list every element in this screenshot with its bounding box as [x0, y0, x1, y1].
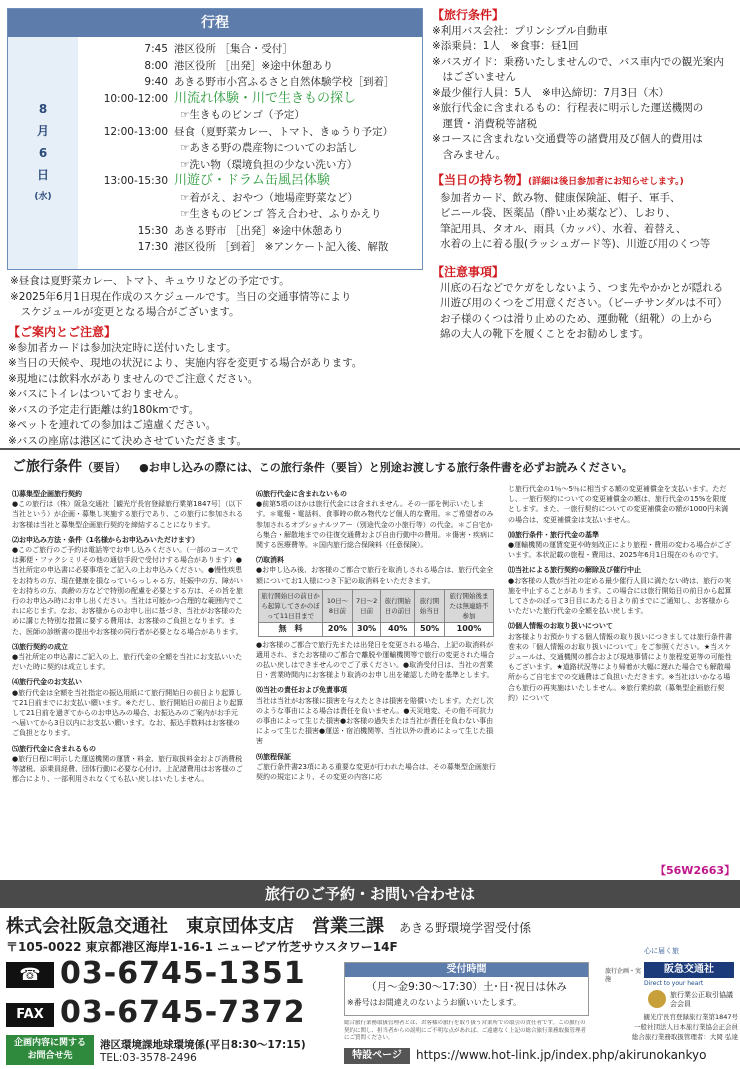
schedule-row	[86, 74, 418, 91]
fee-header: 旅行開始日の前日から起算してさかのぼって11日目まで	[259, 589, 323, 623]
terms-body: お客様よりお預かりする個人情報の取り扱いにつきましては旅行条件書巻末の「個人情報のお取り扱いについて」をご参照ください。★当スケジュールは、交通機関の都合および現地事情により旅程変更等の可能性もございます。★道路状況等により帰着が大幅に遅れた場合でも解散場所からご自宅までの交通費はご負担いただきます。※当社はいかなる場合も旅行の再実施はいたしません。※旅行業約款（募集型企画旅行契約）について	[508, 632, 732, 702]
plan-contact	[100, 1037, 306, 1052]
schedule-time: 9:40	[144, 76, 168, 88]
schedule-row	[86, 173, 418, 190]
code-value: 56W2663	[666, 864, 725, 877]
terms-body: ●お客様の人数が当社の定める最少催行人員に満たない時は、旅行の実施を中止することがあります。この場合には旅行開始日の前日から起算してさかのぼって3日目にあたる日より前までにご通知し、お客様からいただいた旅行代金の全額を払い戻します。	[508, 576, 732, 616]
fax-label: FAX	[6, 1003, 54, 1027]
date-month-label: 月	[36, 124, 49, 138]
guide-section	[8, 325, 428, 449]
license-line: 総合旅行業務取扱管理者：大岡 弘達	[631, 1033, 738, 1041]
special-page-url[interactable]: https://www.hot-link.jp/index.php/akirunokankyo	[416, 1048, 707, 1062]
belongings-section	[432, 173, 737, 253]
phone-icon: ☎	[6, 962, 54, 988]
guide-item: ※バスの座席は港区にて決めさせていただきます。	[8, 434, 247, 447]
plan-hours: (平日8:30〜17:15)	[205, 1039, 306, 1051]
conditions-section	[432, 8, 737, 163]
terms-body: じ旅行代金の1％〜5％に相当する額の変更補償金を支払います。ただし、一旅行契約についての変更補償金の額は、旅行代金の15%を限度とします。また、一旅行契約についての変更補償金の額が1000円未満の場合は、変更補償金は支払いません。	[508, 485, 729, 524]
terms-heading: ⑶旅行契約の成立	[12, 642, 68, 651]
fee-value: 40%	[381, 623, 415, 636]
special-page-label: 特設ページ	[344, 1048, 410, 1064]
fee-value: 50%	[415, 623, 445, 636]
belongings-subheading: (詳細は後日参加者にお知らせします。)	[528, 177, 684, 187]
schedule-row	[86, 58, 418, 75]
condition-item: ※旅行代金に含まれるもの：行程表に明示した運送機関の	[432, 102, 704, 114]
belongings-line: 水着の上に着る服(ラッシュガード等)、川遊び用のくつ等	[440, 238, 711, 250]
caution-line: 川底の石などでケガをしないよう、つま先やかかとが隠れる	[440, 281, 724, 294]
guide-item: ※現地には飲料水がありませんのでご注意ください。	[8, 372, 259, 385]
terms-body: ご旅行条件書23項にある重要な変更が行われた場合は、その募集型企画旅行契約の規定により、その変更の内容に応	[256, 762, 496, 782]
condition-item: ※添乗員：1人 ※食事：昼1回	[432, 40, 579, 52]
schedule-subitem: ☞着がえ、おやつ（地場産野菜など）	[180, 191, 359, 204]
terms-body: ●旅行代金は全額を当社指定の振込用紙にて旅行開始日の前日より起算して21日前までにお支払い願います。※ただし、旅行開始日の前日より起算して21日前を過ぎてからのお申込みの場合、お振込みのご案内がお手元へ届いてから3日以内にお支払い願います。なお、振込手数料はお客様のご負担となります。	[12, 688, 244, 738]
terms-body: ●前第5項のほかは旅行代金には含まれません。その一部を例示いたします。＊電報・電話料、食事時の飲み物代など個人的な費用。＊ご希望者のみ参加されるオプショナルツアー（別途代金の小旅行等）の代金。＊ご自宅から集合・解散地までの往復交通費および自由行動中の費用。＊傷害・疾病に関する医療費等。＊国内旅行総合保険料（任意保険）。	[256, 500, 494, 550]
terms-column-3	[508, 484, 732, 854]
schedule-activity: 昼食（夏野菜カレー、トマト、きゅうり予定）	[174, 125, 394, 138]
terms-heading: ⑻当社の責任および免責事項	[256, 686, 347, 695]
terms-body: ●この旅行は（株）阪急交通社［観光庁長官登録旅行業第1847号］（以下当社という）が企画・募集し実施する旅行であり、この旅行に参加されるお客様は当社と募集型企画旅行契約を締結することになります。	[12, 500, 243, 529]
schedule-note: ※2025年6月1日現在作成のスケジュールです。当日の交通事情等により	[10, 290, 352, 303]
terms-heading: ⑾当社による旅行契約の解除及び催行中止	[508, 566, 641, 575]
fee-header: 7日〜2日前	[352, 589, 381, 623]
schedule-rows	[86, 41, 418, 256]
phone-number[interactable]: 03-6745-1351	[60, 956, 306, 991]
condition-item: ※バスガイド：乗務いたしませんので、バス車内での観光案内	[432, 55, 724, 68]
terms-col2-top	[256, 489, 496, 586]
condition-item: ※最少催行人員：5人 ※申込締切：7月3日（木）	[432, 86, 670, 99]
caution-line: 川遊び用のくつをご用意ください。（ビーチサンダルは不可）	[440, 297, 728, 309]
schedule-note: スケジュールが変更となる場合がございます。	[10, 306, 240, 318]
hours-box	[344, 962, 589, 1016]
jata-label: 旅行業公正取引協議会会員	[670, 991, 733, 1008]
plan-dept: 港区環境課地球環境係	[100, 1039, 205, 1051]
divider	[0, 448, 740, 450]
fee-header: 旅行開始後または無連絡不参加	[444, 589, 493, 623]
terms-heading: ⑺取消料	[256, 556, 284, 565]
terms-heading: ⑽旅行条件・旅行代金の基準	[508, 530, 599, 539]
schedule-row	[86, 239, 418, 256]
terms-heading: ⑷旅行代金のお支払い	[12, 678, 82, 687]
schedule-time: 15:30	[137, 224, 168, 237]
contact-bar: 旅行のご予約・お問い合わせは	[0, 880, 740, 908]
schedule-row	[86, 223, 418, 240]
terms-heading: ⑹旅行代金に含まれないもの	[256, 490, 347, 498]
guide-item: ※ペットを連れての参加はご遠慮ください。	[8, 419, 217, 431]
schedule-row	[86, 124, 418, 141]
license-line: 一般社団法人日本旅行業協会正会員	[634, 1023, 738, 1031]
jata-icon	[648, 990, 666, 1008]
caution-line: お子様のくつは滑り止めのため、運動靴（紐靴）の上から	[440, 312, 713, 325]
schedule-subitem: ☞生きものビンゴ 答え合わせ、ふりかえり	[180, 208, 382, 220]
schedule-activity: あきる野市 ［出発］※途中休憩あり	[174, 224, 344, 237]
schedule-subitem: ☞洗い物（環境負担の少ない洗い方）	[180, 158, 358, 171]
caution-heading: 【注意事項】	[432, 265, 505, 279]
guide-heading: 【ご案内とご注意】	[8, 325, 117, 339]
hours-label: 受付時間	[345, 963, 588, 977]
condition-item: はございません	[432, 71, 516, 83]
schedule-time: 8:00	[144, 59, 168, 72]
condition-item: ※利用バス会社：プリンシプル自動車	[432, 24, 608, 37]
fine-print: 総合旅行業務取扱管理者とは、お客様の旅行を取り扱う営業所での取引の責任者です。この旅行の契約に関し、担当者からの説明にご不明な点があれば、ご遠慮なく上記の総合旅行業務取扱管理者にご質問ください。	[344, 1020, 587, 1041]
schedule-row	[86, 91, 418, 108]
terms-body: ●運輸機関の運賃変更や時刻改正により旅程・費用の変わる場合がございます。本状記載の旅程・費用は、2025年6月1日現在のものです。	[508, 541, 732, 560]
license-line: 観光庁長官登録旅行業第1847号	[643, 1013, 738, 1021]
schedule-activity: 港区役所 ［出発］※途中休憩あり	[174, 59, 334, 72]
guide-item: ※参加者カードは参加決定時に送付いたします。	[8, 341, 237, 354]
terms-col2-bottom	[256, 640, 496, 783]
brand-tagline: 心に届く旅	[644, 947, 679, 955]
plan-tel[interactable]: TEL:03-3578-2496	[100, 1052, 197, 1064]
brand-logo: 阪急交通社	[644, 962, 734, 978]
schedule-activity: 港区役所 ［集合・受付］	[174, 43, 293, 55]
terms-heading: ⑵お申込み方法・条件（1名様からお申込みいただけます）	[12, 535, 199, 544]
cancel-fee-table	[258, 589, 494, 637]
fee-header: 10日〜8日前	[323, 589, 353, 623]
terms-body: 当社は当社がお客様に損害を与えたときは損害を賠償いたします。ただし次のような事由による場合は責任を負いません。●天災地変、その他不可抗力の事由によって生じた損害●お客様の過失または当社が責任を負わない事由によって生じた損害●運送・宿泊機関等、当社以外の責めによって生じた損害	[256, 696, 494, 746]
guide-item: ※バスにトイレはついておりません。	[8, 388, 185, 400]
caution-line: 綿の大人の靴下を履くことをお勧めします。	[440, 328, 650, 340]
hours-text: （月〜金9:30〜17:30）土･日･祝日は休み	[366, 981, 567, 993]
schedule-time: 7:45	[144, 43, 168, 55]
belongings-line: ビニール袋、医薬品（酔い止め薬など）、しおり、	[440, 207, 677, 219]
hours-note: ※番号はお間違えのないようお願いいたします。	[347, 998, 522, 1007]
terms-notice: ●お申し込みの際には、この旅行条件（要旨）と別途お渡しする旅行条件書を必ずお読みください。	[139, 461, 633, 474]
plan-label: 企画内容に関する お問合せ先	[6, 1035, 94, 1065]
fee-header: 旅行開始当日	[415, 589, 445, 623]
flyer-code: 【56W2663】	[655, 864, 736, 877]
fee-value: 20%	[323, 623, 353, 636]
terms-header	[12, 456, 732, 476]
fax-number: 03-6745-7372	[60, 995, 306, 1030]
terms-heading: ⑴募集型企画旅行契約	[12, 490, 82, 498]
guide-item: ※バスの予定走行距離は約180kmです。	[8, 403, 200, 416]
schedule-date	[8, 37, 78, 269]
date-month: 8	[38, 102, 48, 116]
guide-item: ※当日の天候や、現地の状況により、実施内容を変更する場合があります。	[8, 357, 363, 369]
desk-name: あきる野環境学習受付係	[399, 921, 532, 935]
terms-column-2	[256, 484, 496, 854]
schedule-time: 17:30	[137, 241, 168, 253]
caution-section	[432, 265, 737, 343]
schedule-activity: 川遊び・ドラム缶風呂体験	[174, 173, 330, 188]
belongings-line: 筆記用具、タオル、雨具（カッパ）、水着、着替え、	[440, 222, 687, 235]
terms-body: ●お申し込み後、お客様のご都合で旅行を取消しされる場合は、旅行代金全額についてお1人様につき下記の取消料をいただきます。	[256, 566, 494, 585]
schedule-activity: あきる野市小宮ふるさと自然体験学校［到着］	[174, 76, 395, 88]
terms-heading: ⑸旅行代金に含まれるもの	[12, 744, 96, 753]
fee-value: 100%	[444, 623, 493, 636]
schedule-note: ※昼食は夏野菜カレー、トマト、キュウリなどの予定です。	[10, 275, 290, 287]
fee-header: 旅行開始日の前日	[381, 589, 415, 623]
date-weekday: (水)	[34, 192, 52, 202]
terms-title: ご旅行条件	[12, 459, 82, 475]
schedule-box	[7, 8, 423, 270]
schedule-row	[86, 41, 418, 58]
schedule-time: 10:00-12:00	[103, 92, 168, 105]
condition-item: 運賃・消費税等諸税	[432, 117, 537, 130]
schedule-time: 12:00-13:00	[103, 125, 168, 138]
terms-body: ●お客様のご都合で旅行先または出発日を変更される場合、上記の取消料が適用され、またお客様のご都合で離脱や運輸機関等で旅行の変更された場合の払い戻しはできませんのでご了承ください。●取消受付日は、当社の営業日・営業時間内にお客様より取消のお申し出を確認した時を基準とします。	[256, 640, 495, 680]
terms-body: ●当社所定の申込書にご記入の上、旅行代金の全額を当社にお支払いいただいた時に契約は成立します。	[12, 653, 243, 672]
company-line	[6, 912, 531, 938]
terms-column-1	[12, 484, 244, 854]
schedule-notes	[10, 274, 430, 321]
company-address: 〒105-0022 東京都港区海岸1-16-1 ニューピア竹芝サウスタワー14F	[6, 940, 398, 954]
date-day: 6	[38, 146, 48, 160]
schedule-subitem: ☞あきる野の農産物についてのお話し	[180, 142, 358, 154]
terms-body: ●このご旅行のご予約は電話等でお申し込みください。（一部のコースでは郵便・ファクシミリその他の通信手段で受付けする場合があります）●当社所定の申込書に必要事項をご記入の上お申込みください。●慢性疾患をお持ちの方、現在健康を損なっていらっしゃる方、妊娠中の方、障がいをお持ちの方、高齢の方などで特別の配慮を必要とする方は、その旨を旅行のお申込み時にお申し出ください。当社は可能かつ合理的な範囲内でこれに応じます。なお、お客様からのお申し出に基づき、当社がお客様のために講じた特別な措置に要する費用は、お客様のご負担となります。また、医師の診断書の提出やお客様の同行者が必要となる場合があります。	[12, 546, 243, 636]
schedule-title: 行程	[8, 9, 422, 37]
condition-item: 含みません。	[432, 148, 507, 161]
brand-tagline-en: Direct to your heart	[644, 980, 704, 987]
fee-value: 無 料	[259, 623, 323, 636]
belongings-heading: 【当日の持ち物】	[432, 173, 529, 187]
schedule-activity: 港区役所 ［到着］ ※アンケート記入後、解散	[174, 241, 389, 253]
org-label: 旅行企画・実施	[605, 968, 642, 983]
terms-title-sub: （要旨）	[82, 461, 126, 474]
schedule-subitem: ☞生きものビンゴ（予定）	[180, 109, 305, 121]
terms-body: ●旅行日程に明示した運送機関の運賃・料金、旅行取扱料金および消費税等諸税、添乗員経費、団体行動に必要な心付け。上記諸費用はお客様のご都合により、一部利用されなくても払い戻しはいたしません。	[12, 754, 243, 784]
date-day-label: 日	[36, 168, 49, 182]
schedule-activity: 川流れ体験・川で生きもの探し	[174, 90, 357, 106]
condition-item: ※コースに含まれない交通費等の諸費用及び個人的費用は	[432, 133, 703, 145]
license-block	[608, 1012, 738, 1042]
terms-heading: ⑿個人情報のお取り扱いについて	[508, 622, 613, 631]
fee-value: 30%	[352, 623, 381, 636]
terms-heading: ⑼旅程保証	[256, 752, 291, 761]
company-name: 株式会社阪急交通社 東京団体支店 営業三課	[6, 916, 384, 937]
schedule-time: 13:00-15:30	[103, 175, 168, 187]
conditions-heading: 【旅行条件】	[432, 8, 505, 22]
belongings-line: 参加者カード、飲み物、健康保険証、帽子、軍手、	[440, 191, 681, 204]
